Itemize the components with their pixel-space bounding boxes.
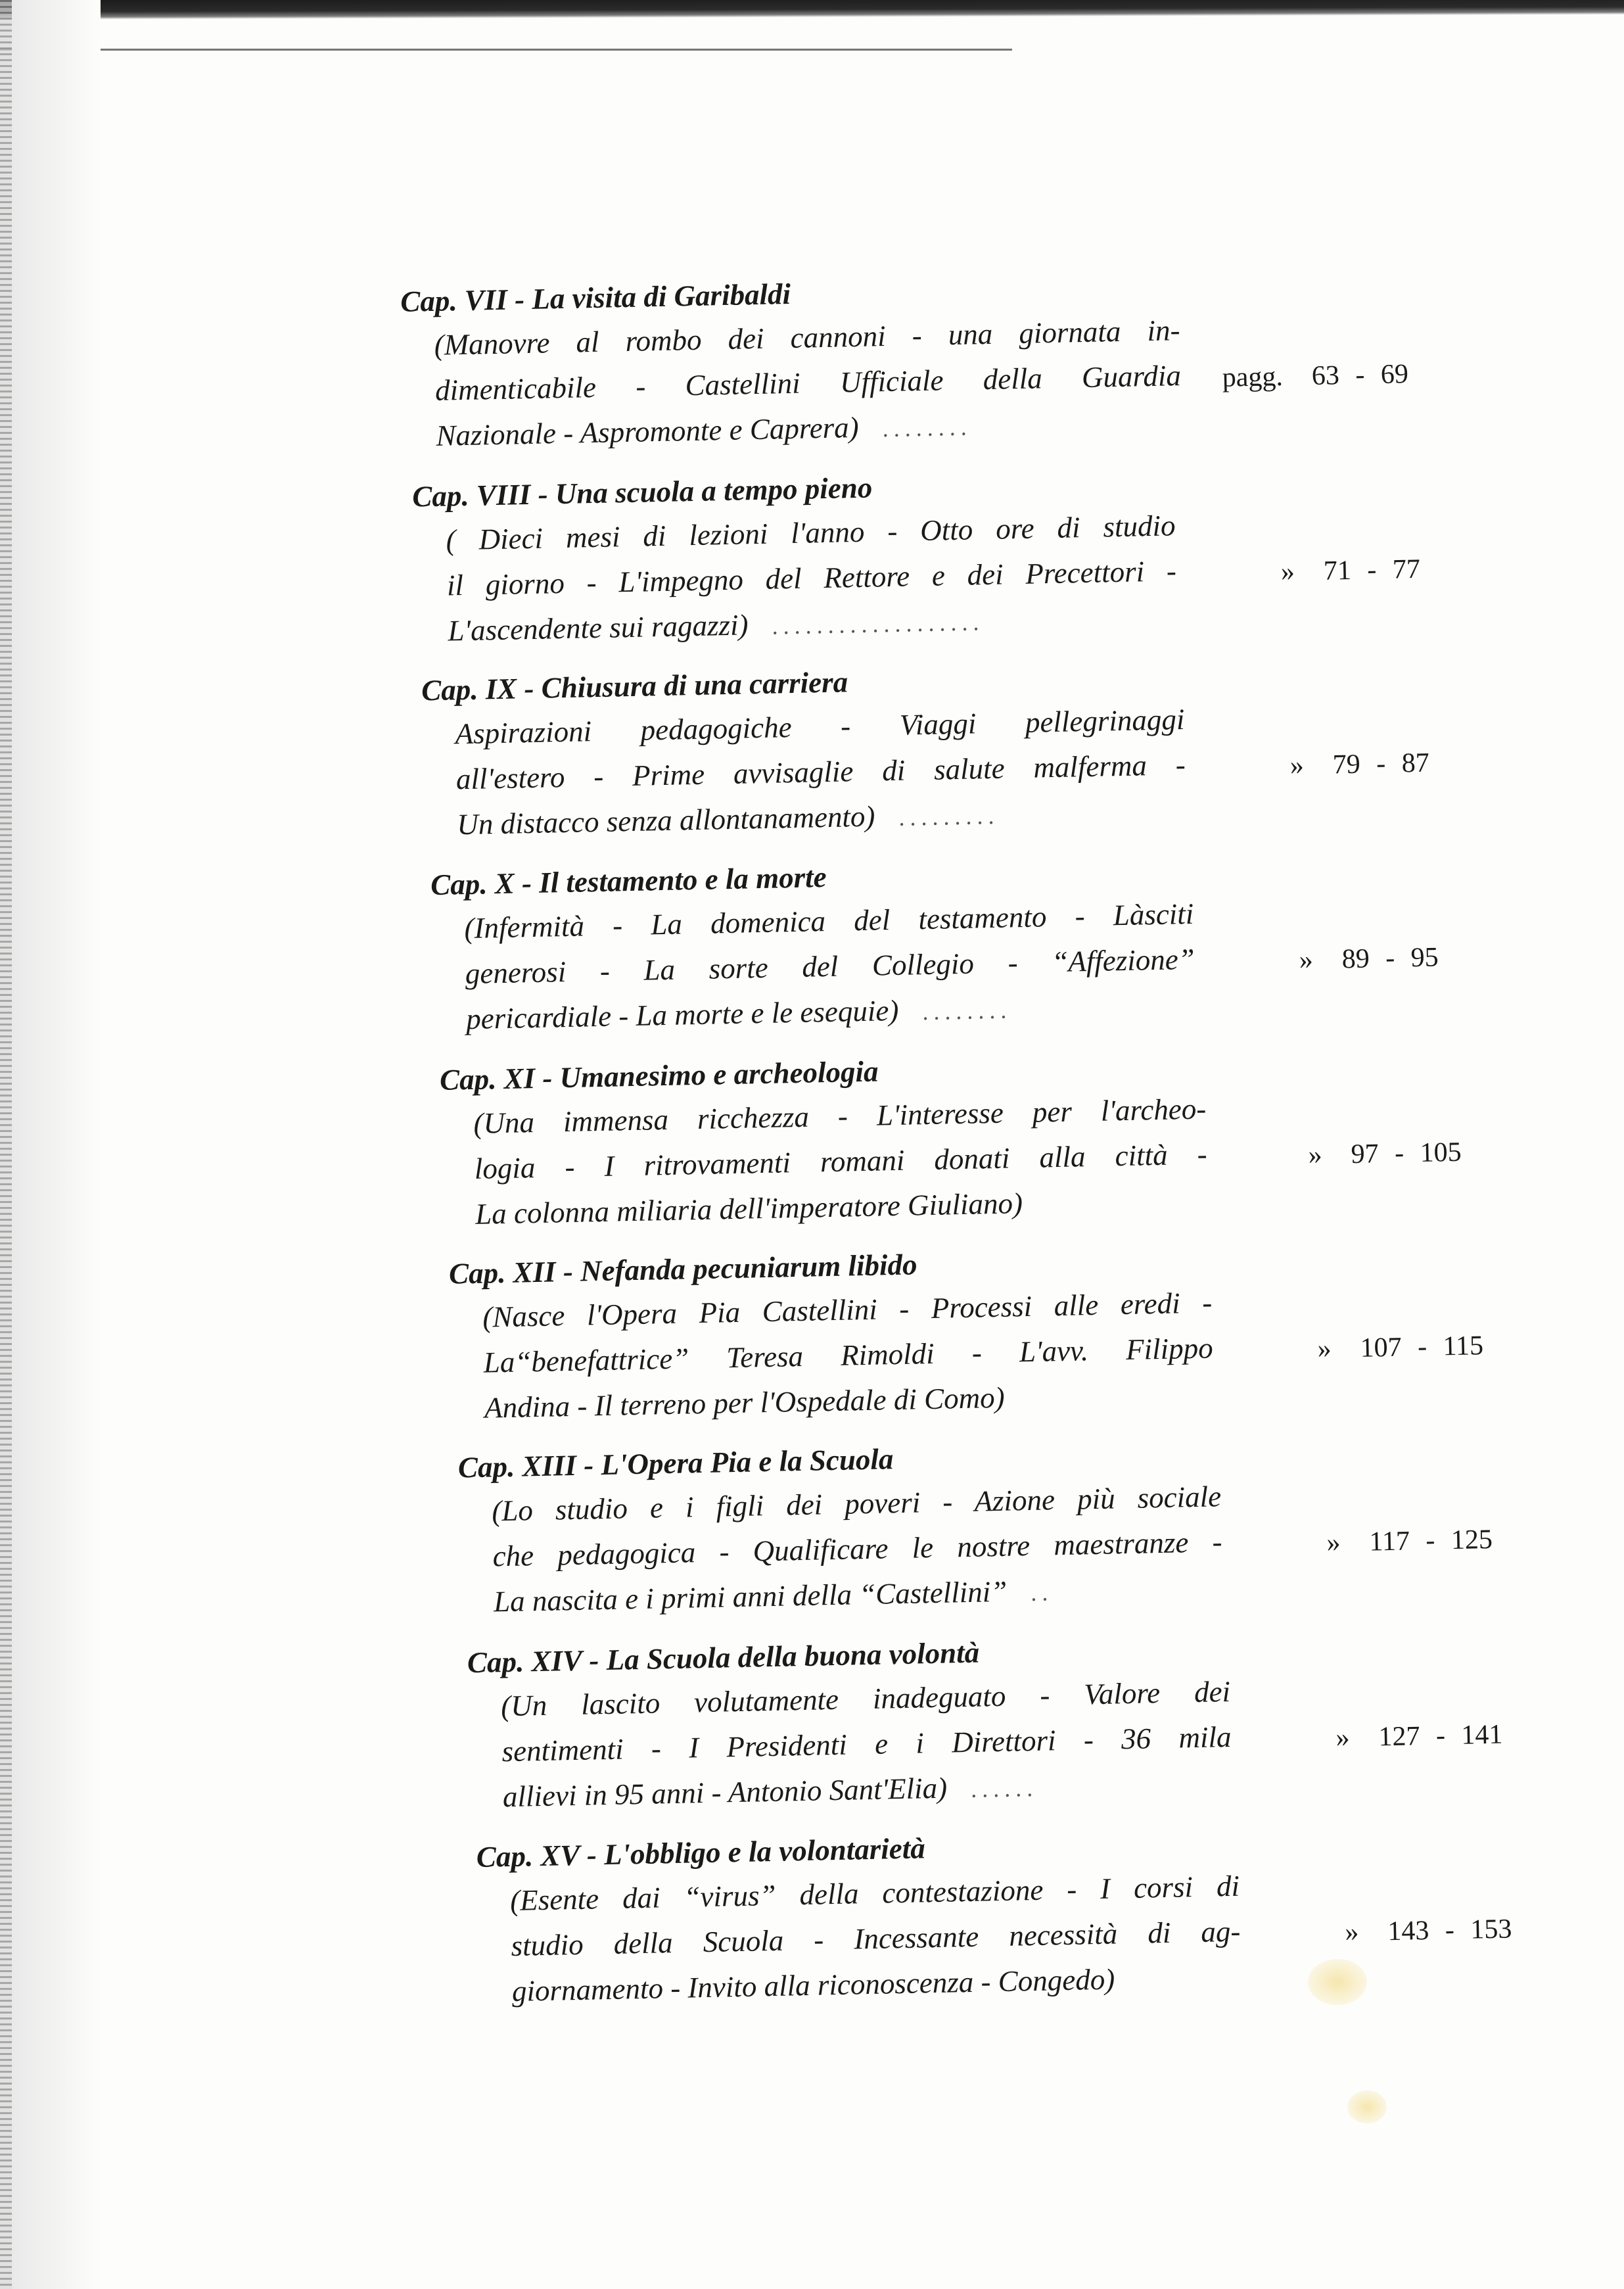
toc-entry-cap-x [430, 843, 1518, 1035]
toc-entry-cap-ix [421, 648, 1509, 841]
summary-text: L'ascendente sui ragazzi) [447, 608, 749, 648]
dot-leader: ...... [970, 1774, 1038, 1803]
page-reference [1195, 552, 1498, 589]
summary-text: allievi in 95 anni - Antonio Sant'Elia) [502, 1771, 948, 1814]
summary-line: (Nasce l'Opera Pia Castellini - Processi alle eredi - [482, 1286, 1213, 1334]
summary-line: (Esente dai “virus” della contestazione - I corsi di [509, 1869, 1240, 1917]
chapter-summary [509, 1864, 1241, 2014]
pages-prefix: » [1344, 1917, 1359, 1948]
chapter-title: Cap. VIII - Una scuola a tempo pieno [411, 471, 873, 513]
toc-entry-cap-vii [400, 260, 1488, 452]
chapter-summary [446, 503, 1178, 655]
pages-range: 107 - 115 [1360, 1331, 1484, 1363]
chapter-title: Cap. VII - La visita di Garibaldi [400, 277, 791, 318]
chapter-summary [434, 308, 1182, 461]
chapter-title: Cap. XI - Umanesimo e archeologia [439, 1054, 879, 1097]
pages-range: 117 - 125 [1369, 1524, 1493, 1557]
summary-line: il giorno - L'impegno del Rettore e dei Precettori - [446, 554, 1177, 602]
pages-range: 71 - 77 [1323, 554, 1421, 586]
chapter-summary [501, 1669, 1233, 1822]
page-reference [1214, 940, 1517, 978]
page-reference [1260, 1912, 1563, 1950]
chapter-summary [464, 891, 1196, 1044]
toc-entry-cap-xii [448, 1232, 1536, 1425]
page-reference [1223, 1135, 1526, 1173]
pages-prefix: » [1326, 1527, 1341, 1558]
summary-line: ( Dieci mesi di lezioni l'anno - Otto ore di studio [446, 509, 1176, 557]
chapter-title: Cap. IX - Chiusura di una carriera [421, 665, 848, 707]
page-reference [1232, 1329, 1535, 1367]
summary-line: logia - I ritrovamenti romani donati alla città - [474, 1137, 1208, 1185]
chapter-title: Cap. XIV - La Scuola della buona volontà [467, 1636, 980, 1680]
pages-range: 79 - 87 [1332, 747, 1430, 780]
summary-line: La“benefattrice” Teresa Rimoldi - L'avv. Filippo [483, 1331, 1214, 1379]
summary-line: studio della Scuola - Incessante necessità di ag- [511, 1914, 1241, 1962]
summary-line: sentimenti - I Presidenti e i Direttori - 36 mila [501, 1720, 1232, 1768]
summary-line: (Lo studio e i figli dei poveri - Azione più sociale [491, 1480, 1222, 1528]
dot-leader: ................... [772, 609, 985, 640]
toc-entry-cap-xv [476, 1815, 1564, 2008]
chapter-summary [492, 1474, 1224, 1626]
chapter-summary [473, 1087, 1209, 1237]
pages-range: 63 - 69 [1311, 359, 1409, 392]
page-reference [1184, 357, 1487, 394]
summary-line: generosi - La sorte del Collegio - “Affezione” [465, 942, 1195, 991]
dot-leader: ........ [921, 997, 1012, 1026]
summary-text: pericardiale - La morte e le esequie) [465, 993, 899, 1036]
summary-line: (Un lascito volutamente inadeguato - Valore dei [500, 1674, 1231, 1723]
pages-prefix: » [1280, 556, 1295, 588]
toc-entry-cap-xi [439, 1038, 1527, 1231]
pages-prefix: » [1317, 1333, 1332, 1365]
pages-prefix: » [1299, 945, 1314, 976]
page-reference [1251, 1718, 1554, 1755]
summary-line: che pedagogica - Qualificare le nostre maestranze - [492, 1525, 1222, 1573]
chapter-title: Cap. XV - L'obbligo e la volontarietà [476, 1831, 926, 1874]
page-reference [1205, 745, 1508, 783]
chapter-summary [482, 1280, 1215, 1430]
summary-line: Aspirazioni pedagogiche - Viaggi pellegrinaggi [455, 703, 1185, 751]
toc-entry-cap-xiv [467, 1620, 1554, 1813]
dot-leader: ......... [898, 802, 1000, 831]
summary-line: (Manovre al rombo dei cannoni - una giornata in- [434, 314, 1180, 362]
pages-prefix: » [1289, 750, 1305, 781]
summary-text: La colonna miliaria dell'imperatore Giuliano) [475, 1187, 1023, 1231]
pages-prefix: » [1335, 1722, 1350, 1753]
pages-prefix: pagg. [1222, 361, 1284, 393]
summary-text: La nascita e i primi anni della “Castellini” [493, 1574, 1008, 1618]
dot-leader: .. [1030, 1579, 1054, 1607]
summary-text: giornamento - Invito alla riconoscenza - Congedo) [511, 1962, 1115, 2008]
chapter-title: Cap. XIII - L'Opera Pia e la Scuola [457, 1442, 894, 1484]
summary-line: all'estero - Prime avvisaglie di salute malferma - [455, 748, 1186, 796]
dot-leader: ........ [882, 413, 973, 442]
pages-range: 143 - 153 [1387, 1914, 1512, 1947]
pages-range: 89 - 95 [1341, 942, 1439, 975]
chapter-title: Cap. XII - Nefanda pecuniarum libido [448, 1248, 917, 1290]
page-reference [1241, 1522, 1544, 1560]
summary-line: (Infermità - La domenica del testamento - Làsciti [463, 897, 1194, 945]
chapter-title: Cap. X - Il testamento e la morte [430, 861, 827, 902]
toc-entry-cap-xiii [457, 1425, 1545, 1618]
toc-entry-cap-viii [412, 454, 1500, 647]
pages-range: 97 - 105 [1351, 1137, 1462, 1170]
summary-text: Andina - Il terreno per l'Ospedale di Como) [484, 1380, 1006, 1425]
chapter-summary [455, 697, 1187, 849]
summary-line: dimenticabile - Castellini Ufficiale della Guardia [434, 359, 1182, 407]
pages-range: 127 - 141 [1378, 1719, 1503, 1753]
summary-text: Nazionale - Aspromonte e Caprera) [435, 410, 860, 452]
summary-text: Un distacco senza allontanamento) [456, 799, 875, 841]
pages-prefix: » [1308, 1139, 1323, 1171]
summary-line: (Una immensa ricchezza - L'interesse per l'archeo- [473, 1092, 1207, 1140]
